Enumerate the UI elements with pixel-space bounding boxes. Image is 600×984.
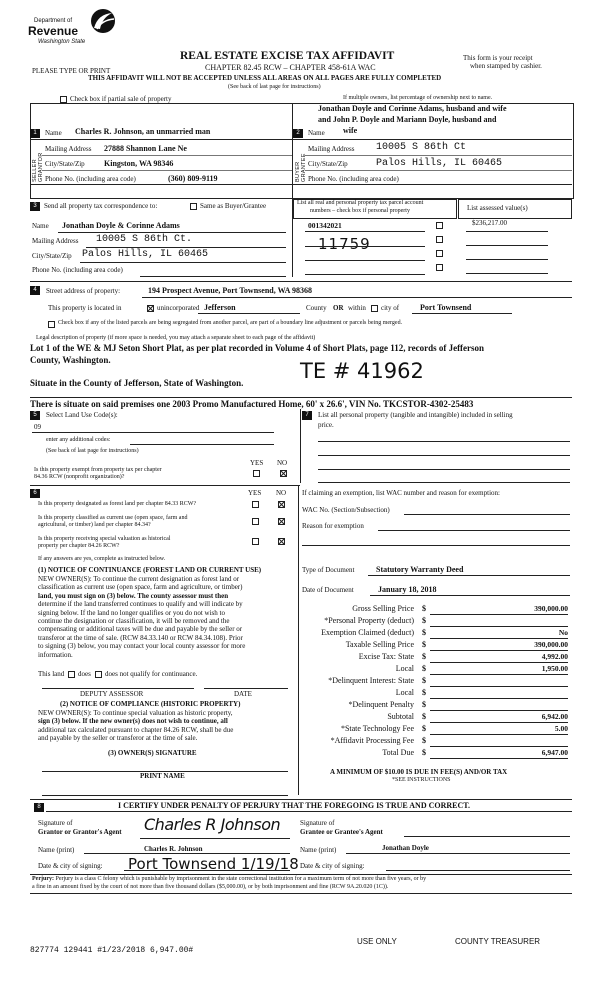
within-label: within — [348, 304, 366, 312]
tax-row-label: Local — [395, 688, 414, 697]
section-8-badge: 8 — [34, 803, 44, 812]
sec6-no-header: NO — [276, 489, 287, 497]
buyer-mailing[interactable]: 10005 S 86th Ct — [376, 142, 467, 153]
parcel-1[interactable]: 001342021 — [308, 221, 342, 230]
tax-row — [300, 724, 572, 736]
tax-row-currency: $ — [422, 616, 426, 625]
section-3-badge: 3 — [30, 202, 40, 211]
tax-row-value[interactable]: 390,000.00 — [534, 604, 568, 613]
tax-row-underline — [430, 758, 568, 759]
use-only-label: USE ONLY — [357, 937, 397, 946]
current-use-question-1: Is this property classified as current use (open space, farm and — [38, 515, 188, 521]
notice-continuance-line: continue the designation or classification, it will be removed and the — [38, 617, 230, 626]
additional-codes-label: enter any additional codes: — [46, 437, 111, 443]
notice-continuance-line: to signing (3) below, you may contact your local county assessor for more — [38, 642, 246, 651]
owner-signature-label: (3) OWNER(S) SIGNATURE — [108, 749, 197, 757]
section-4-badge: 4 — [30, 286, 40, 295]
notice-compliance-title: (2) NOTICE OF COMPLIANCE (HISTORIC PROPERTY) — [60, 700, 241, 708]
tax-row-currency: $ — [422, 724, 426, 733]
te-handwritten-note: TE # 41962 — [300, 359, 424, 383]
tax-row-underline — [430, 746, 568, 747]
historic-question-2: property per chapter 84.26 RCW? — [38, 543, 120, 549]
partial-sale-label: Check box if partial sale of property — [70, 95, 172, 103]
tax-row-currency: $ — [422, 652, 426, 661]
does-not-label: does not qualify for continuance. — [105, 670, 198, 678]
exemption-reason-label: Reason for exemption — [302, 522, 364, 530]
tax-row-label: Exemption Claimed (deduct) — [321, 628, 414, 637]
assessed-1[interactable]: $236,217.00 — [472, 219, 507, 227]
corr-mailing-label: Mailing Address — [32, 237, 79, 245]
perjury-notice — [32, 875, 572, 891]
tax-row-value[interactable]: 390,000.00 — [534, 640, 568, 649]
seller-name[interactable]: Charles R. Johnson, an unmarried man — [75, 127, 211, 136]
forest-no-checkbox[interactable] — [278, 501, 285, 508]
exempt-no-checkbox[interactable] — [280, 470, 287, 477]
tax-row-currency: $ — [422, 748, 426, 757]
city-of-label: city of — [381, 304, 400, 312]
grantee-date-label: Date & city of signing: — [300, 862, 365, 870]
notice-compliance-text — [38, 709, 296, 743]
tax-row-underline — [430, 650, 568, 651]
tax-row — [300, 700, 572, 712]
tax-row — [300, 712, 572, 724]
buyer-name[interactable]: wife — [343, 126, 358, 135]
corr-name[interactable]: Jonathan Doyle & Corinne Adams — [62, 221, 180, 230]
corr-city[interactable]: Palos Hills, IL 60465 — [82, 249, 209, 260]
multiple-owners-note: If multiple owners, list percentage of ownership next to name. — [343, 95, 493, 101]
seller-name-label: Name — [45, 129, 62, 137]
grantor-date-city[interactable]: Port Townsend 1/19/18 — [128, 855, 299, 873]
section-1-badge: 1 — [30, 129, 40, 138]
tax-row — [300, 640, 572, 652]
doc-type[interactable]: Statutory Warranty Deed — [376, 565, 464, 574]
within-city-checkbox[interactable] — [371, 305, 378, 312]
perjury-text-2: a fine in an amount fixed by the court of not more than five thousand dollars ($5,000.00), or by both imprisonment and fine (RCW 9A.20.020 (1C)). — [32, 884, 389, 890]
notice-continuance-line: transferor at the time of sale. (RCW 84.33.140 or RCW 84.34.108). Prior — [38, 633, 243, 642]
tax-row-label: *State Technology Fee — [340, 724, 414, 733]
notice-compliance-line: NEW OWNER(S): To continue special valuation as historic property, — [38, 709, 233, 717]
print-name-label: PRINT NAME — [140, 772, 185, 780]
dept-line3: Washington State — [38, 39, 86, 45]
perjury-label: Perjury: — [32, 876, 54, 882]
exemption-label: If claiming an exemption, list WAC number and reason for exemption: — [302, 489, 500, 497]
buyer-phone-label: Phone No. (including area code) — [308, 175, 399, 183]
tax-row-label: Gross Selling Price — [352, 604, 414, 613]
parcel-1-personal-checkbox[interactable] — [436, 222, 443, 229]
notice-continuance-line: classification as current use (open space, farm and agriculture, or timber) — [38, 583, 243, 592]
personal-property-label-2: price. — [318, 421, 334, 429]
county-label: County — [306, 304, 327, 312]
deputy-assessor-label: DEPUTY ASSESSOR — [80, 690, 144, 698]
tax-row-label: Total Due — [382, 748, 414, 757]
minimum-fee-note: A MINIMUM OF $10.00 IS DUE IN FEE(S) AND/OR TAX — [330, 768, 508, 776]
exempt-question-2: 84.36 RCW (nonprofit organization)? — [34, 474, 125, 480]
dor-logo-icon — [88, 8, 118, 34]
tax-row-underline — [430, 698, 568, 699]
buyer-side-label: BUYER GRANTEE — [295, 153, 307, 182]
assessed-header: List assessed value(s) — [467, 204, 528, 212]
tax-row-value[interactable]: 4,992.00 — [541, 652, 568, 661]
legal-label: Legal description of property (if more space is needed, you may attach a separate sheet to each page of the affidavit) — [36, 335, 316, 341]
tax-row-currency: $ — [422, 688, 426, 697]
notice-continuance-line: signing below. If the land no longer qualifies or you do not wish to — [38, 608, 225, 617]
grantee-name-label: Name (print) — [300, 846, 337, 854]
grantor-name-label: Name (print) — [38, 846, 75, 854]
tax-row-label: Local — [395, 664, 414, 673]
chapter-ref: CHAPTER 82.45 RCW – CHAPTER 458-61A WAC — [205, 63, 376, 72]
tax-row-value[interactable]: No — [558, 628, 568, 637]
tax-table — [300, 600, 572, 760]
street-label: Street address of property: — [46, 287, 121, 295]
parcel-3-personal-checkbox[interactable] — [436, 250, 443, 257]
notice-continuance-line: compensating or additional taxes will be due and payable by the seller or — [38, 625, 243, 634]
notice-compliance-line: additional tax calculated pursuant to chapter 84.26 RCW, shall be due — [38, 725, 234, 734]
tax-row-currency: $ — [422, 664, 426, 673]
corr-name-label: Name — [32, 222, 49, 230]
notice-continuance-line: determine if the land transferred continues to qualify and will indicate by — [38, 600, 243, 609]
forest-yes-checkbox[interactable] — [252, 501, 259, 508]
notice-compliance-line: sign (3) below. If the new owner(s) does not wish to continue, all — [38, 717, 228, 726]
tax-row-label: Excise Tax: State — [358, 652, 414, 661]
grantor-signature[interactable]: Charles R Johnson — [144, 815, 281, 834]
form-title: REAL ESTATE EXCISE TAX AFFIDAVIT — [180, 50, 395, 62]
tax-row — [300, 688, 572, 700]
buyer-names-2[interactable]: and John P. Doyle and Mariann Doyle, husband and — [318, 115, 497, 124]
unincorporated-checkbox[interactable] — [147, 305, 154, 312]
tax-row-currency: $ — [422, 640, 426, 649]
parcel-header-1: List all real and personal property tax parcel account — [297, 200, 424, 206]
if-yes-note: If any answers are yes, complete as instructed below. — [38, 556, 166, 562]
doc-type-label: Type of Document — [302, 566, 355, 574]
corr-mailing[interactable]: 10005 S 86th Ct. — [96, 234, 193, 245]
tax-row-value[interactable]: 5.00 — [554, 724, 568, 733]
manufactured-home-line[interactable]: There is situate on said premises one 2003 Promo Manufactured Home, 60' x 26.6', VIN No. TKCSTOR-4302-25483 — [30, 399, 474, 409]
partial-sale-checkbox[interactable] — [60, 96, 67, 103]
tax-row-currency: $ — [422, 700, 426, 709]
historic-question-1: Is this property receiving special valuation as historical — [38, 536, 171, 542]
correspondence-label: Send all property tax correspondence to: — [44, 202, 158, 210]
exempt-yes-checkbox[interactable] — [253, 470, 260, 477]
grantee-sig-label-1: Signature of — [300, 819, 335, 827]
grantee-sig-label-2: Grantee or Grantee's Agent — [300, 828, 383, 836]
tax-row-underline — [430, 638, 568, 639]
parcel-2-personal-checkbox[interactable] — [436, 236, 443, 243]
grantor-sig-label-2: Grantor or Grantor's Agent — [38, 828, 122, 836]
tax-row-label: Subtotal — [387, 712, 414, 721]
completion-warning: THIS AFFIDAVIT WILL NOT BE ACCEPTED UNLESS ALL AREAS ON ALL PAGES ARE FULLY COMPLETED — [88, 74, 442, 82]
tax-row-value[interactable]: 6,942.00 — [541, 712, 568, 721]
deputy-date-label: DATE — [234, 690, 252, 698]
tax-row — [300, 676, 572, 688]
tax-row-underline — [430, 674, 568, 675]
tax-row-underline — [430, 662, 568, 663]
land-use-see-back: (See back of last page for instructions) — [46, 448, 139, 454]
section-7-badge: 7 — [302, 411, 312, 420]
dept-line2: Revenue — [28, 24, 79, 38]
parcel-4-personal-checkbox[interactable] — [436, 264, 443, 271]
tax-row — [300, 616, 572, 628]
seller-phone[interactable]: (360) 809-9119 — [168, 174, 218, 183]
segregated-checkbox[interactable] — [48, 321, 55, 328]
see-back-instructions: (See back of last page for instructions) — [228, 84, 321, 90]
exempt-question-1: Is this property exempt from property tax per chapter — [34, 467, 162, 473]
receipt-note-1: This form is your receipt — [463, 54, 533, 62]
land-use-yes-header: YES — [250, 459, 264, 467]
tax-row-currency: $ — [422, 604, 426, 613]
or-word: OR — [333, 304, 344, 312]
wac-label: WAC No. (Section/Subsection) — [302, 506, 390, 514]
tax-row — [300, 604, 572, 616]
tax-row-currency: $ — [422, 676, 426, 685]
certify-title: I CERTIFY UNDER PENALTY OF PERJURY THAT THE FOREGOING IS TRUE AND CORRECT. — [118, 801, 471, 810]
tax-row-label: *Personal Property (deduct) — [324, 616, 414, 625]
perjury-text-1: Perjury is a class C felony which is punishable by imprisonment in the state correctional institution for a maximum term of not more than five years, or by — [54, 876, 427, 882]
tax-row — [300, 652, 572, 664]
tax-row-underline — [430, 614, 568, 615]
tax-row-underline — [430, 710, 568, 711]
forest-question: Is this property designated as forest land per chapter 84.33 RCW? — [38, 501, 197, 507]
doc-date[interactable]: January 18, 2018 — [378, 585, 437, 594]
section-6-badge: 6 — [30, 489, 40, 498]
legal-line-2[interactable]: County, Washington. — [30, 355, 111, 365]
buyer-city-label: City/State/Zip — [308, 160, 348, 168]
buyer-mailing-label: Mailing Address — [308, 145, 355, 153]
land-use-label: Select Land Use Code(s): — [46, 411, 118, 419]
tax-row-label: *Delinquent Penalty — [348, 700, 414, 709]
tax-row — [300, 748, 572, 760]
dor-logo — [28, 8, 123, 50]
land-use-code[interactable]: 09 — [34, 423, 41, 431]
corr-phone-label: Phone No. (including area code) — [32, 266, 123, 274]
tax-row-value[interactable]: 1,950.00 — [541, 664, 568, 673]
buyer-city[interactable]: Palos Hills, IL 60465 — [376, 158, 503, 169]
parcel-header-2: numbers – check box if personal property — [310, 208, 410, 214]
receipt-note-2: when stamped by cashier. — [470, 62, 542, 70]
section-5-badge: 5 — [30, 411, 40, 420]
tax-row-label: Taxable Selling Price — [345, 640, 414, 649]
seller-city-label: City/State/Zip — [45, 160, 85, 168]
tax-row-underline — [430, 722, 568, 723]
tax-row — [300, 628, 572, 640]
notice-compliance-line: and payable by the seller or transferor at the time of sale. — [38, 734, 198, 743]
this-land-label: This land — [38, 670, 65, 678]
does-qualify-checkbox[interactable] — [68, 671, 75, 678]
does-label: does — [78, 670, 91, 678]
grantee-name[interactable]: Jonathan Doyle — [382, 844, 429, 852]
notice-continuance-line: land, you must sign on (3) below. The county assessor must then — [38, 591, 229, 600]
notice-continuance-line: information. — [38, 650, 73, 659]
see-instructions-note: *SEE INSTRUCTIONS — [392, 777, 451, 783]
seller-mailing-label: Mailing Address — [45, 145, 92, 153]
dept-line1: Department of — [34, 18, 73, 24]
notice-continuance-text — [38, 575, 296, 659]
tax-row-currency: $ — [422, 712, 426, 721]
seller-mailing[interactable]: 27888 Shannon Lane Ne — [104, 144, 187, 153]
tax-row-underline — [430, 686, 568, 687]
legal-line-1[interactable]: Lot 1 of the WE & MJ Seton Short Plat, as per plat recorded in Volume 4 of Short Plats, page 112, records of Jefferson — [30, 343, 485, 353]
county-name[interactable]: Jefferson — [204, 303, 236, 312]
corr-city-label: City/State/Zip — [32, 252, 72, 260]
same-as-buyer-checkbox[interactable] — [190, 203, 197, 210]
grantor-name[interactable]: Charles R. Johnson — [144, 845, 203, 853]
seller-side-label: SELLER GRANTOR — [32, 152, 44, 182]
parcel-handwritten: 11759 — [318, 235, 371, 253]
sec6-yes-header: YES — [248, 489, 262, 497]
cashier-stamp: 827774 129441 #1/23/2018 6,947.00# — [30, 946, 194, 955]
doc-date-label: Date of Document — [302, 586, 354, 594]
segregated-label: Check box if any of the listed parcels are being segregated from another parcel, are part of a boundary line adjustment or parcels being merged. — [58, 320, 403, 326]
seller-city[interactable]: Kingston, WA 98346 — [104, 159, 174, 168]
tax-row-label: *Affidavit Processing Fee — [330, 736, 414, 745]
section-2-badge: 2 — [293, 129, 303, 138]
historic-no-checkbox[interactable] — [278, 538, 285, 545]
tax-row-label: *Delinquent Interest: State — [328, 676, 414, 685]
property-city[interactable]: Port Townsend — [420, 303, 472, 312]
grantor-sig-label-1: Signature of — [38, 819, 73, 827]
buyer-names-1[interactable]: Jonathan Doyle and Corinne Adams, husband and wife — [318, 104, 507, 113]
situate-line[interactable]: Situate in the County of Jefferson, State of Washington. — [30, 378, 244, 388]
seller-phone-label: Phone No. (including area code) — [45, 175, 136, 183]
does-not-qualify-checkbox[interactable] — [95, 671, 102, 678]
tax-row-currency: $ — [422, 736, 426, 745]
type-or-print: PLEASE TYPE OR PRINT — [32, 67, 111, 75]
located-pre: This property is located in — [48, 304, 122, 312]
tax-row — [300, 736, 572, 748]
property-street[interactable]: 194 Prospect Avenue, Port Townsend, WA 98368 — [148, 286, 313, 295]
notice-continuance-title: (1) NOTICE OF CONTINUANCE (FOREST LAND OR CURRENT USE) — [38, 566, 262, 574]
grantor-date-label: Date & city of signing: — [38, 862, 103, 870]
current-use-question-2: agricultural, or timber) land per chapter 84.34? — [38, 522, 151, 528]
tax-row-underline — [430, 734, 568, 735]
land-use-no-header: NO — [277, 459, 288, 467]
current-use-yes-checkbox[interactable] — [252, 518, 259, 525]
historic-yes-checkbox[interactable] — [252, 538, 259, 545]
current-use-no-checkbox[interactable] — [278, 518, 285, 525]
personal-property-label-1: List all personal property (tangible and intangible) included in selling — [318, 411, 513, 419]
tax-row-currency: $ — [422, 628, 426, 637]
county-treasurer-label: COUNTY TREASURER — [455, 937, 541, 946]
buyer-name-label: Name — [308, 129, 325, 137]
tax-row-value[interactable]: 6,947.00 — [541, 748, 568, 757]
notice-continuance-line: NEW OWNER(S): To continue the current designation as forest land or — [38, 575, 240, 583]
tax-row — [300, 664, 572, 676]
tax-row-underline — [430, 626, 568, 627]
same-as-buyer-label: Same as Buyer/Grantee — [200, 202, 267, 210]
located-post: unincorporated — [157, 304, 200, 312]
